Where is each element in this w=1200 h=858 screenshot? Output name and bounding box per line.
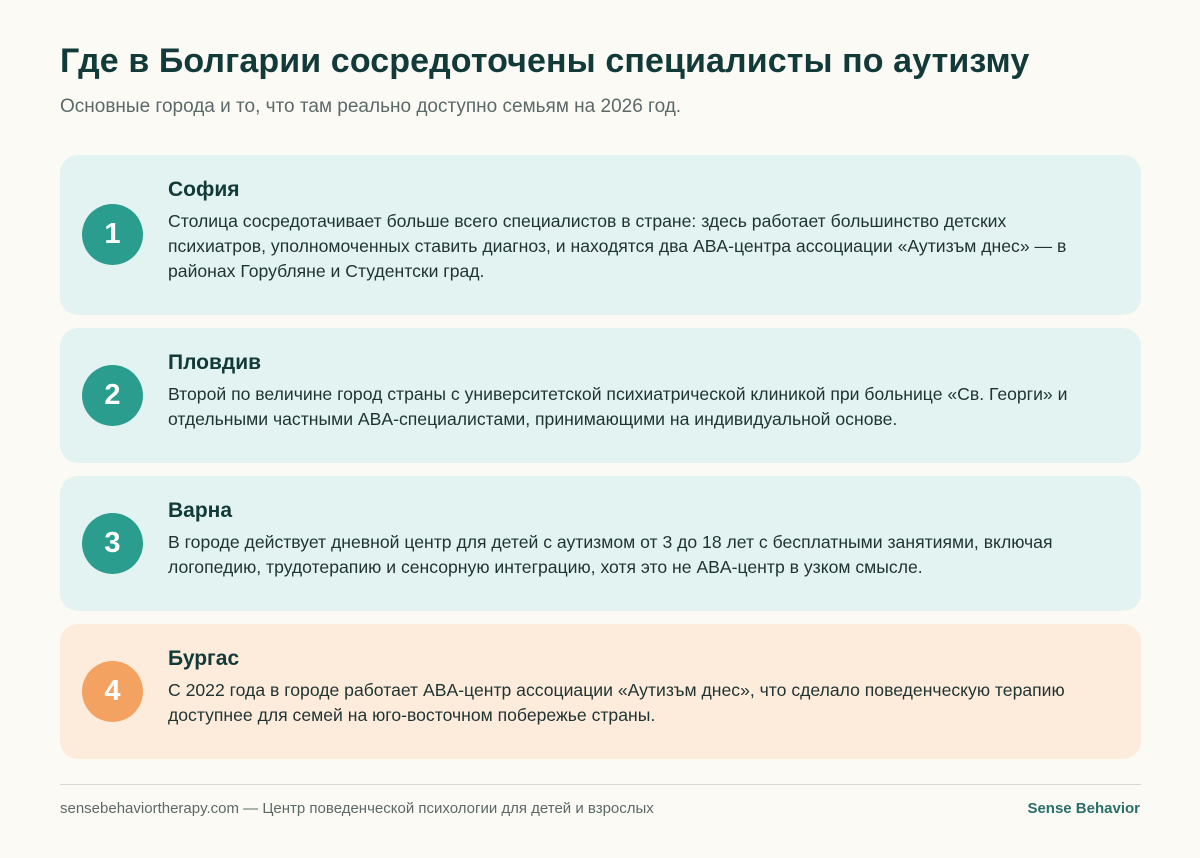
number-badge: 2	[82, 365, 143, 426]
number-badge: 1	[82, 204, 143, 265]
number-badge: 4	[82, 661, 143, 722]
city-description: Столица сосредотачивает больше всего специалистов в стране: здесь работает большинство детских психиатров, уполномоченных ставить диагноз, и находятся два ABA-центра ассоциации «Аутизъм днес» — в районах Горубляне и Студентски град.	[168, 211, 1067, 281]
city-title: София	[168, 178, 240, 201]
city-description: В городе действует дневной центр для детей с аутизмом от 3 до 18 лет с бесплатными занятиями, включая логопедию, трудотерапию и сенсорную интеграцию, хотя это не ABA-центр в узком смысле.	[168, 532, 1053, 577]
footer-brand: Sense Behavior	[1027, 800, 1140, 817]
city-title: Пловдив	[168, 351, 262, 374]
city-description: С 2022 года в городе работает ABA-центр ассоциации «Аутизъм днес», что сделало поведенческую терапию доступнее для семей на юго-восточном побережье страны.	[168, 680, 1065, 725]
footer-divider	[60, 784, 1141, 785]
city-title: Бургас	[168, 647, 240, 670]
footer-source: sensebehaviortherapy.com — Центр поведенческой психологии для детей и взрослых	[60, 800, 654, 817]
page-title: Где в Болгарии сосредоточены специалисты по аутизму	[60, 42, 1030, 80]
number-badge: 3	[82, 513, 143, 574]
city-description: Второй по величине город страны с университетской психиатрической клиникой при больнице «Св. Георги» и отдельными частными ABA-специалистами, принимающими на индивидуальной основе.	[168, 384, 1068, 429]
city-title: Варна	[168, 499, 233, 522]
city-card-plovdiv	[60, 328, 1141, 463]
city-card-varna	[60, 476, 1141, 611]
city-card-sofia	[60, 155, 1141, 315]
city-card-burgas	[60, 624, 1141, 759]
page-subtitle: Основные города и то, что там реально доступно семьям на 2026 год.	[60, 96, 682, 117]
